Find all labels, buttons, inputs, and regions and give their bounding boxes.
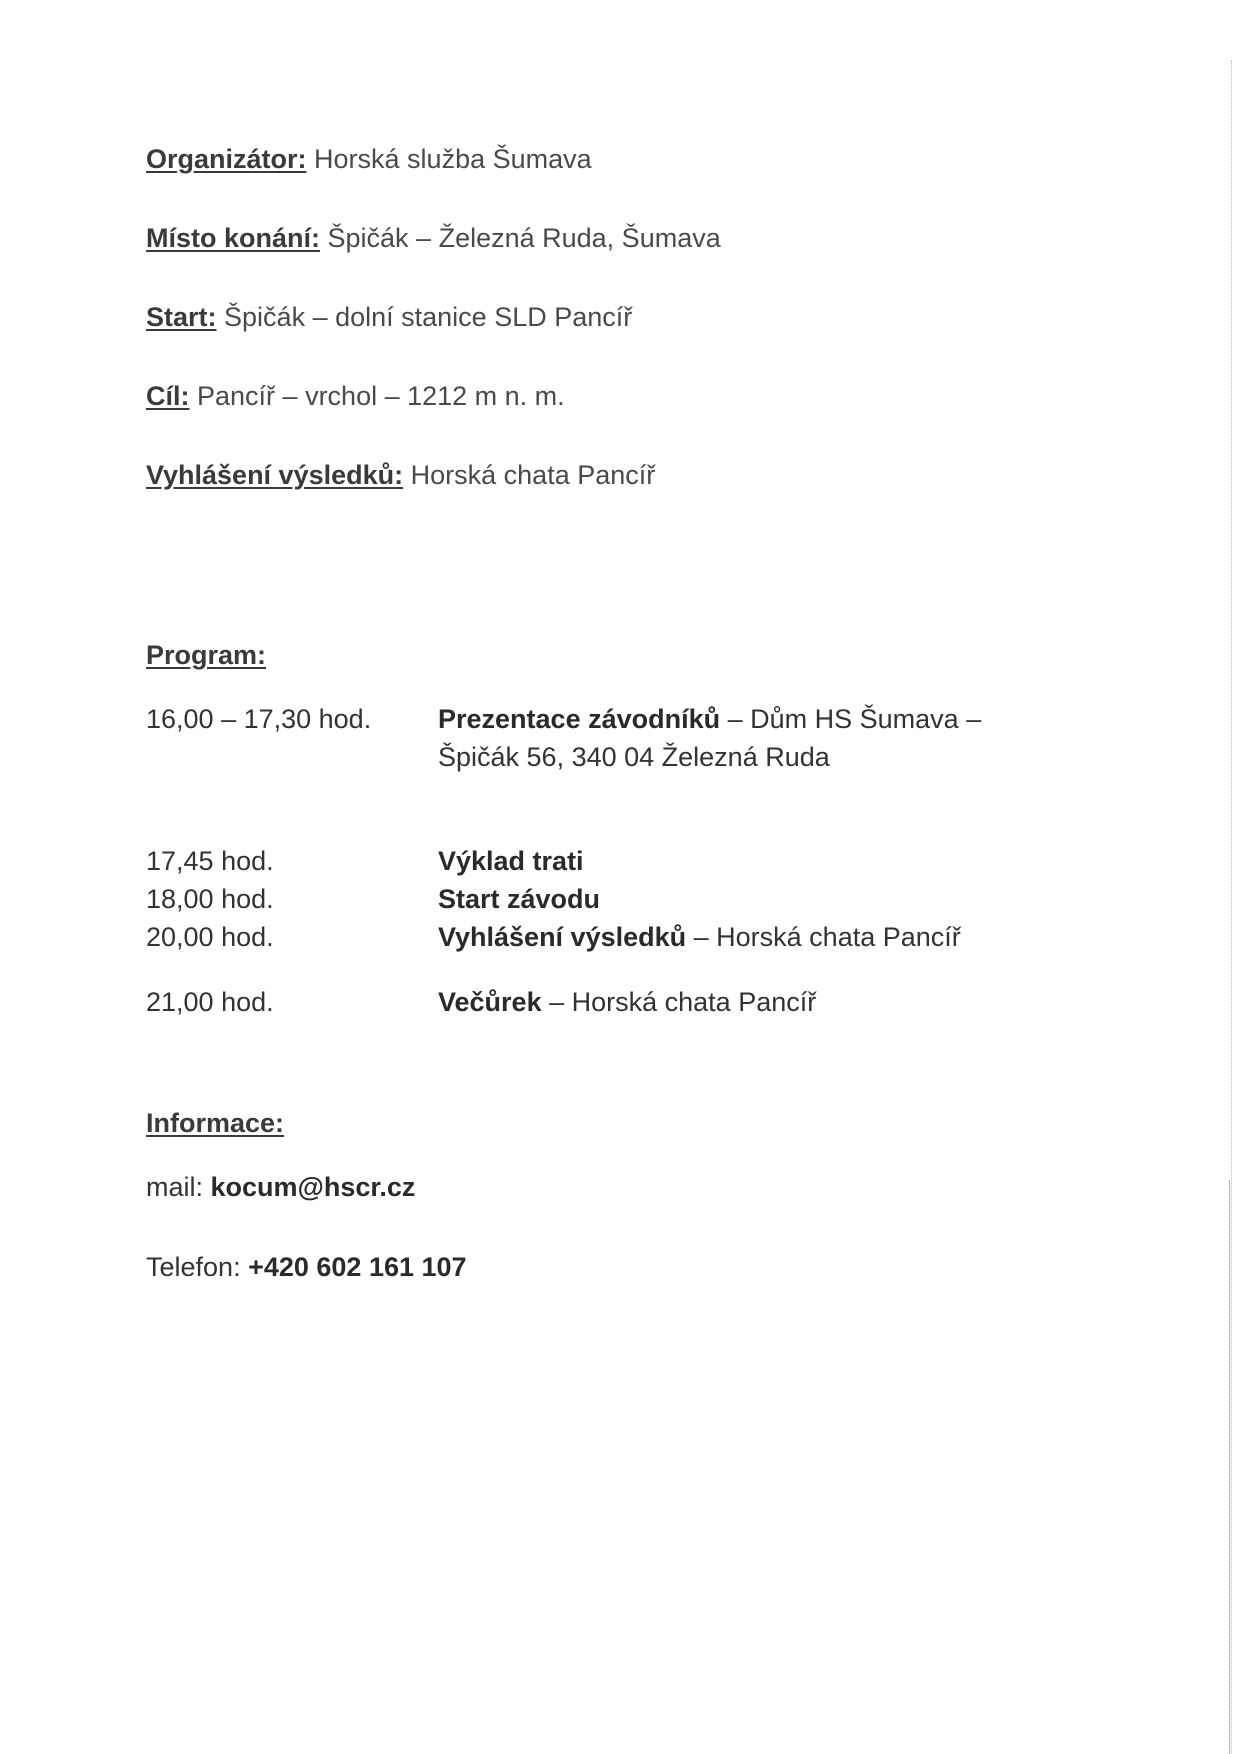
field-label: Organizátor: <box>146 144 307 174</box>
program-description <box>438 983 1138 1021</box>
program-detail: – Dům HS Šumava – <box>720 704 982 734</box>
program-time: 16,00 – 17,30 hod. <box>146 704 372 734</box>
program-row <box>146 918 1146 956</box>
field-label: Start: <box>146 302 217 332</box>
field-label: Cíl: <box>146 381 190 411</box>
mail-label: mail: <box>146 1172 211 1202</box>
field-label: Místo konání: <box>146 223 320 253</box>
contact-phone <box>146 1250 467 1284</box>
program-time: 20,00 hod. <box>146 922 274 952</box>
program-row <box>146 983 1146 1021</box>
program-event: Prezentace závodníků <box>438 704 721 734</box>
field-misto-konani <box>146 221 721 255</box>
program-title: Program: <box>146 640 267 670</box>
field-value: Horská služba Šumava <box>314 144 592 174</box>
field-value: Špičák – Železná Ruda, Šumava <box>327 223 721 253</box>
program-row <box>146 842 1146 880</box>
program-description <box>438 918 1138 956</box>
program-event: Vyhlášení výsledků <box>438 922 687 952</box>
field-cil <box>146 379 565 413</box>
program-row <box>146 700 1146 780</box>
program-time: 18,00 hod. <box>146 884 274 914</box>
field-vyhlaseni <box>146 458 655 492</box>
scan-edge-mark-lower <box>1229 1180 1230 1754</box>
informace-title: Informace: <box>146 1108 285 1138</box>
mail-value: kocum@hscr.cz <box>210 1172 416 1202</box>
field-value: Pancíř – vrchol – 1212 m n. m. <box>197 381 565 411</box>
program-description <box>438 700 1138 776</box>
program-detail: – Horská chata Pancíř <box>686 922 961 952</box>
program-time: 17,45 hod. <box>146 846 274 876</box>
field-organizator <box>146 142 592 176</box>
program-event: Večůrek <box>438 987 542 1017</box>
program-detail: – Horská chata Pancíř <box>541 987 817 1017</box>
program-event: Start závodu <box>438 884 601 914</box>
program-detail-line2: Špičák 56, 340 04 Železná Ruda <box>438 742 830 772</box>
scan-edge-mark <box>1231 60 1232 1754</box>
field-value: Špičák – dolní stanice SLD Pancíř <box>224 302 633 332</box>
contact-mail <box>146 1170 415 1204</box>
program-description <box>438 880 1138 918</box>
phone-label: Telefon: <box>146 1252 249 1282</box>
field-label: Vyhlášení výsledků: <box>146 460 404 490</box>
program-event: Výklad trati <box>438 846 584 876</box>
field-value: Horská chata Pancíř <box>410 460 656 490</box>
program-row <box>146 880 1146 918</box>
program-description <box>438 842 1138 880</box>
phone-value: +420 602 161 107 <box>248 1252 467 1282</box>
program-time: 21,00 hod. <box>146 987 274 1017</box>
field-start <box>146 300 632 334</box>
